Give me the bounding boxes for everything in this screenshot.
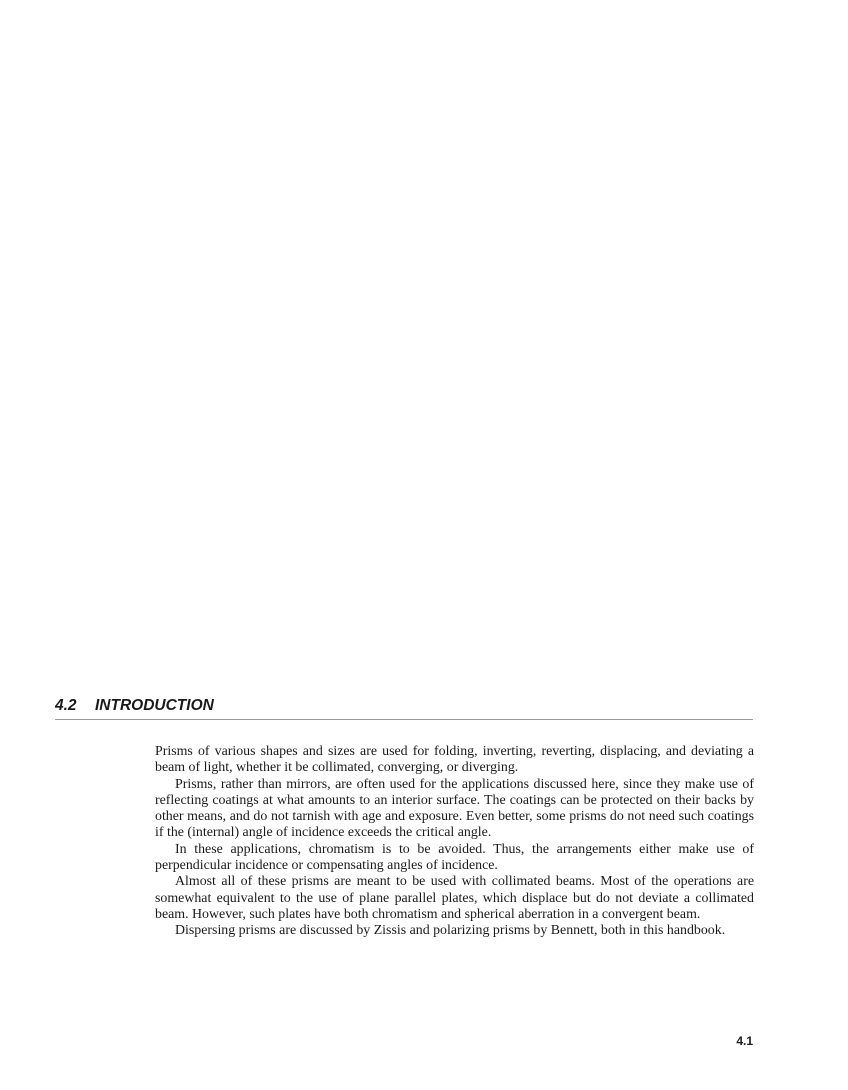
paragraph: In these applications, chromatism is to be avoided. Thus, the arrangements either make use of perpendicular incidence or compensating angles of incidence. (155, 841, 754, 874)
paragraph: Dispersing prisms are discussed by Zissis and polarizing prisms by Bennett, both in this handbook. (175, 923, 726, 939)
paragraph: Prisms of various shapes and sizes are used for folding, inverting, reverting, displacing, and deviating a beam of light, whether it be collimated, converging, or diverging. (155, 744, 754, 776)
paragraph: Almost all of these prisms are meant to be used with collimated beams. Most of the operations are somewhat equivalent to the use of plane parallel plates, which displace but do not deviate a collimated beam. However, such plates have both chromatism and spherical aberration in a convergent beam. (155, 874, 754, 922)
page-number: 4.1 (736, 1034, 753, 1048)
section-heading (55, 696, 753, 716)
section-divider (55, 719, 753, 720)
section-number: 4.2 (55, 697, 77, 714)
body-text (155, 744, 754, 940)
section-title: INTRODUCTION (95, 697, 214, 714)
paragraph: Prisms, rather than mirrors, are often used for the applications discussed here, since they make use of reflecting coatings at what amounts to an interior surface. The coatings can be protected on their backs by other means, and do not tarnish with age and exposure. Even better, some prisms do not need such coatings if the (internal) angle of incidence exceeds the critical angle. (155, 776, 754, 841)
